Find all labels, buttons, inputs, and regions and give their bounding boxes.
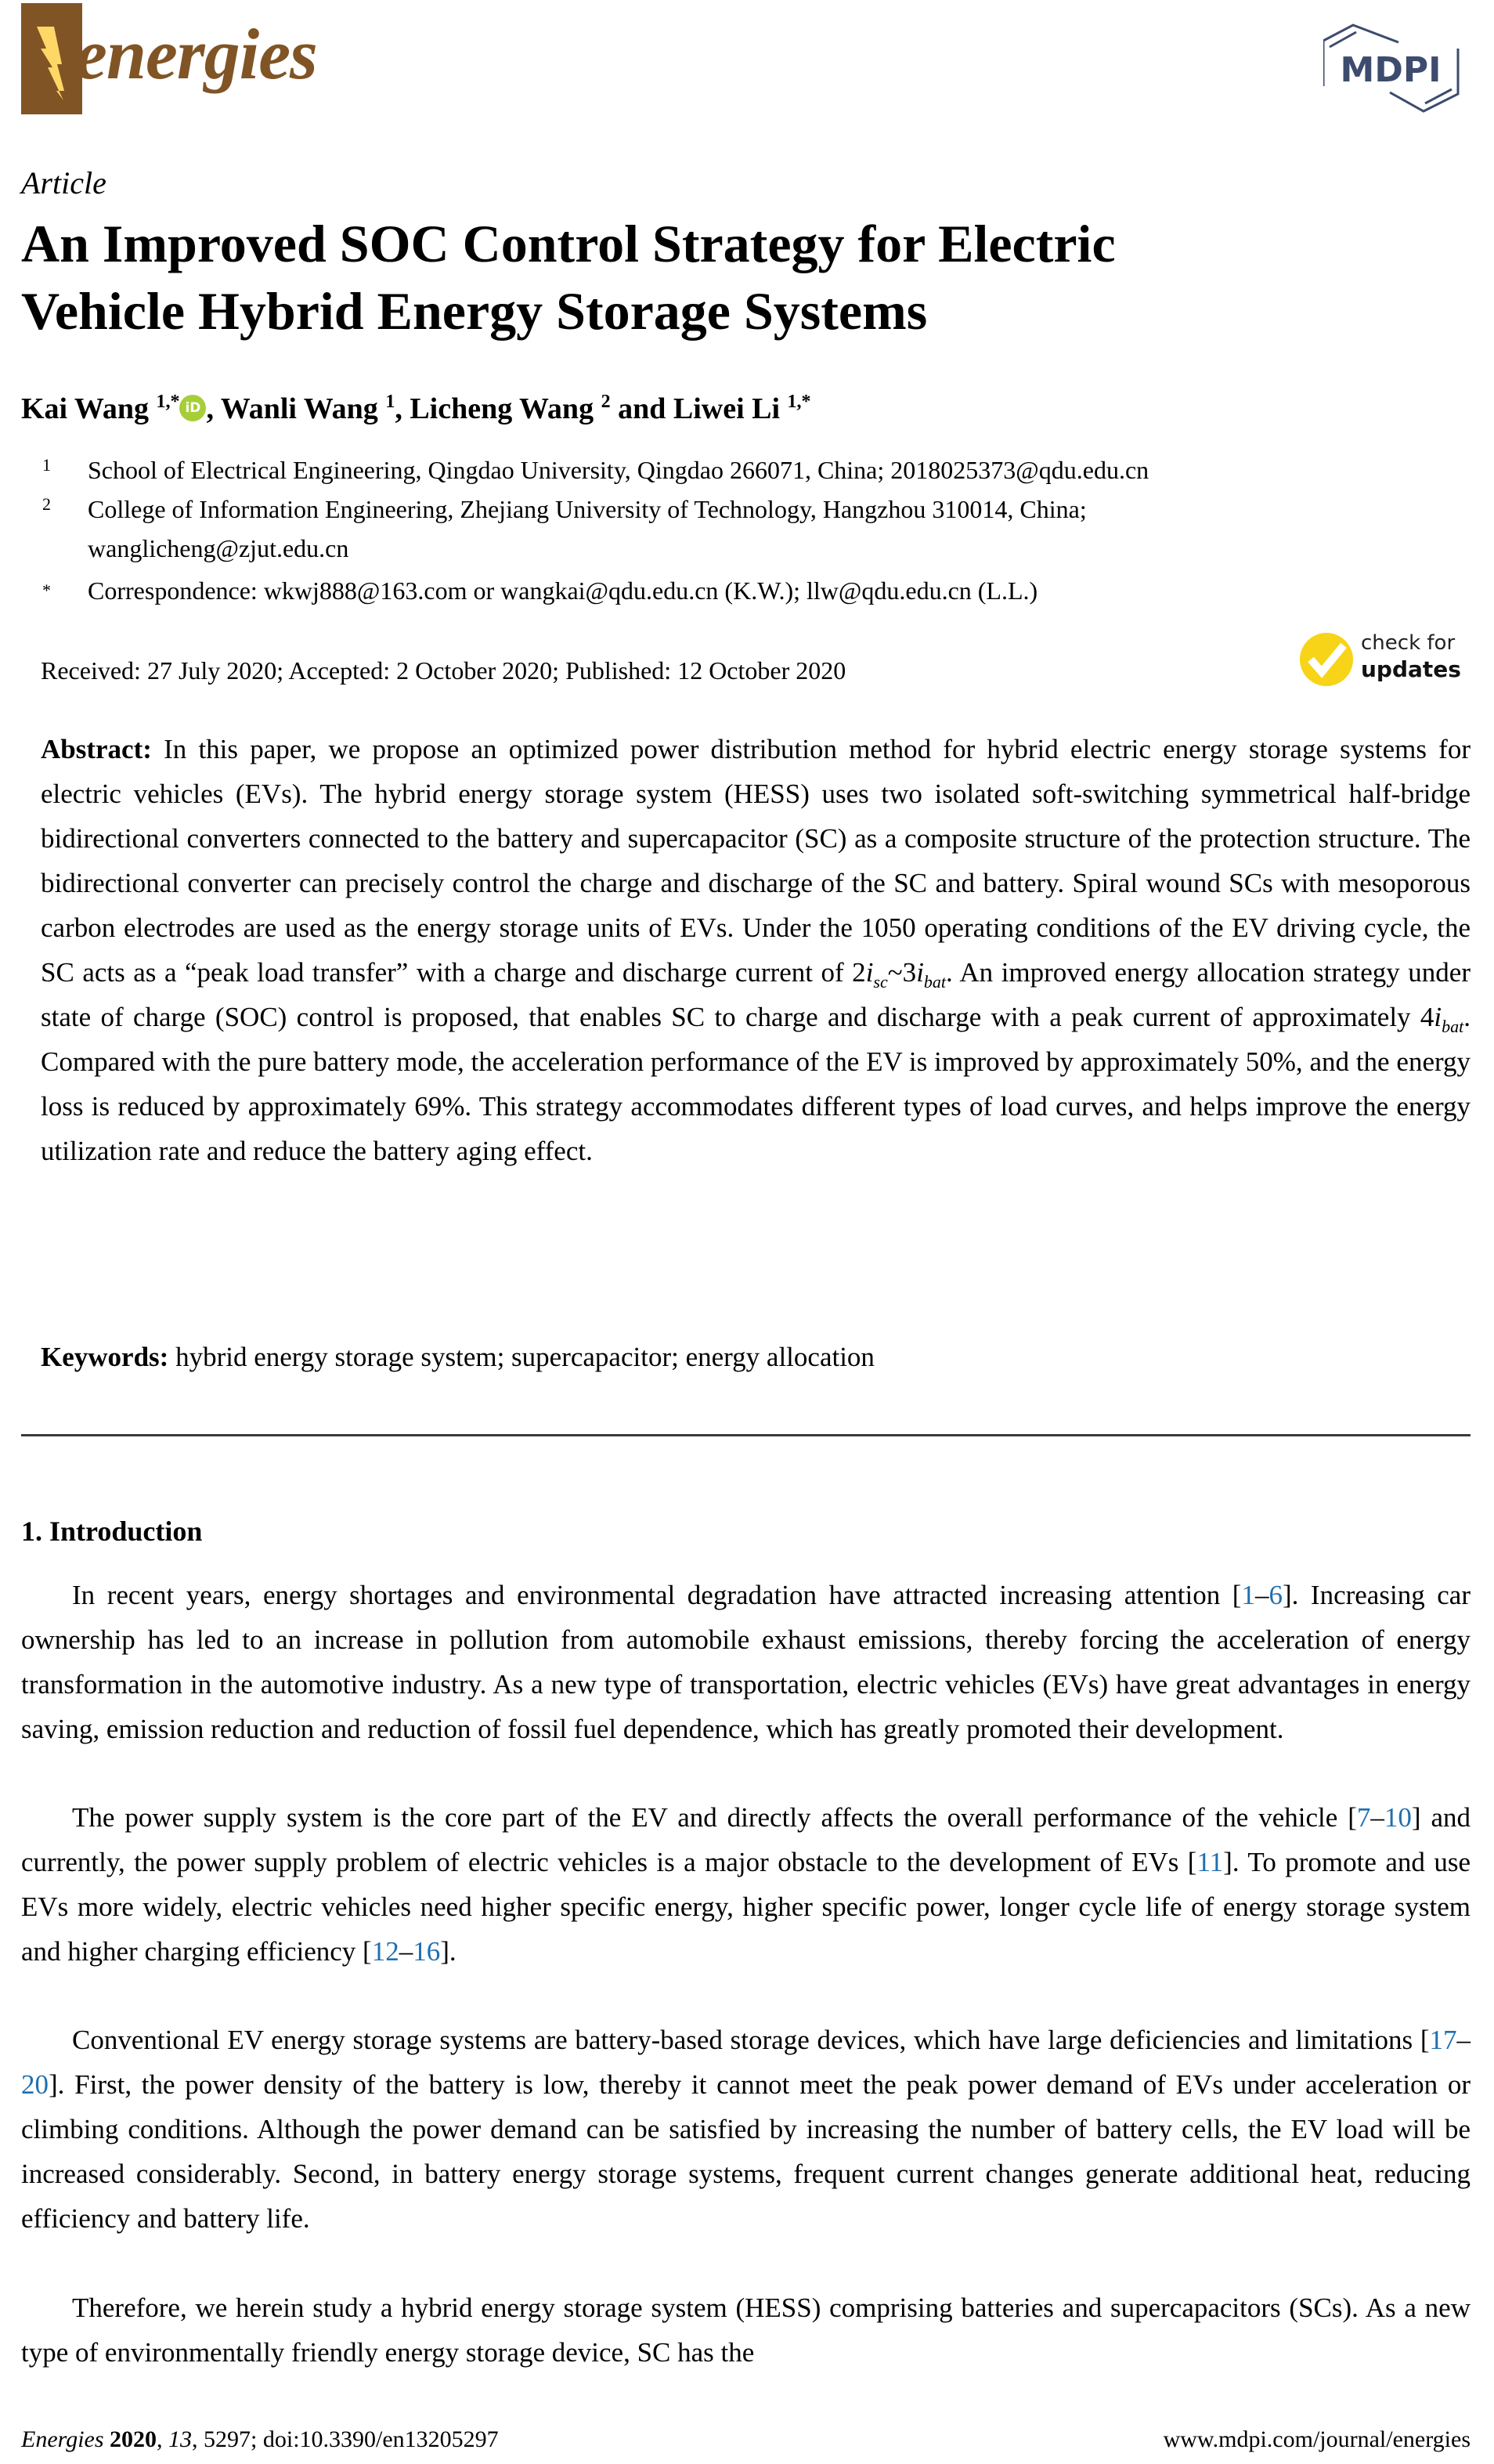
author-affiliation-mark: 1,* [787, 392, 811, 412]
mdpi-logo [1323, 22, 1464, 114]
citation-link[interactable]: 17 [1429, 2025, 1457, 2055]
citation-dash: – [1456, 2025, 1471, 2055]
citation-link[interactable]: 7 [1356, 1802, 1371, 1833]
mdpi-logo-text: MDPI [1340, 50, 1442, 90]
paragraph-text: ]. Increasing car ownership has led to an increase in pollution from automobile exhaust emissions, thereby forcing the acceleration of energy transformation in the automotive industry. As a new type of transportation, electric vehicles (EVs) have great advantages in energy saving, emission reduction and reduction of fossil fuel dependence, which has greatly promoted their development. [21, 1580, 1471, 1744]
correspondence-mark: * [42, 580, 51, 600]
author-name[interactable]: Wanli Wang [220, 392, 378, 425]
paragraph-text: ] and currently, the power supply problem of electric vehicles is a major obstacle to the development of EVs [ [21, 1802, 1471, 1877]
author-separator: and [610, 392, 673, 425]
footer-doi[interactable]: , 5297; doi:10.3390/en13205297 [192, 2426, 499, 2452]
paragraph-text: In recent years, energy shortages and environmental degradation have attracted increasing attention [ [72, 1580, 1242, 1610]
paragraph-text: ]. To promote and use EVs more widely, electric vehicles need higher specific energy, higher specific power, longer cycle life of energy storage system and higher charging efficiency [ [21, 1847, 1471, 1967]
author-name[interactable]: Kai Wang [21, 392, 149, 425]
citation-dash: – [1370, 1802, 1384, 1833]
affiliation-mark: 1 [42, 455, 51, 475]
math-sub: bat [1442, 1017, 1464, 1036]
citation-link[interactable]: 10 [1384, 1802, 1412, 1833]
affiliation-text[interactable]: wanglicheng@zjut.edu.cn [88, 534, 349, 562]
paragraph-text: The power supply system is the core part of the EV and directly affects the overall performance of the vehicle [ [72, 1802, 1357, 1833]
section-divider [21, 1434, 1471, 1436]
affiliation-mark: 2 [42, 494, 51, 514]
citation-dash: – [399, 1936, 413, 1967]
author-affiliation-mark: 1,* [156, 392, 180, 412]
checkmark-icon [1300, 633, 1353, 686]
author-separator: , [395, 392, 410, 425]
abstract-text: . An improved energy allocation strategy under state of charge (SOC) control is proposed, that enables SC to charge and discharge with a peak current of approximately 4 [41, 957, 1471, 1032]
article-type: Article [21, 165, 106, 201]
title-line-2: Vehicle Hybrid Energy Storage Systems [21, 281, 928, 341]
footer-journal: Energies [21, 2426, 104, 2452]
abstract-text: . Compared with the pure battery mode, the acceleration performance of the EV is improved by approximately 50%, and the energy loss is reduced by approximately 69%. This strategy accommodates different types of load curves, and helps improve the energy utilization rate and reduce the battery aging effect. [41, 1002, 1471, 1166]
author-affiliation-mark: 1 [385, 392, 395, 412]
paragraph-text: Conventional EV energy storage systems are battery-based storage devices, which have large deficiencies and limitations [ [72, 2025, 1430, 2055]
paragraph [21, 2285, 1471, 2375]
author-separator: , [206, 392, 221, 425]
affiliation-text: School of Electrical Engineering, Qingdao University, Qingdao 266071, China; 2018025373@qdu.edu.cn [88, 456, 1149, 484]
journal-logo [21, 3, 82, 114]
keywords [41, 1335, 1471, 1379]
citation-link[interactable]: 12 [371, 1936, 399, 1967]
check-for-updates-button[interactable] [1300, 628, 1464, 691]
author-name[interactable]: Liwei Li [673, 392, 781, 425]
citation-link[interactable]: 11 [1196, 1847, 1224, 1877]
footer-journal-url[interactable]: www.mdpi.com/journal/energies [1163, 2426, 1471, 2452]
citation-dash: – [1254, 1580, 1269, 1610]
abstract-text: In this paper, we propose an optimized power distribution method for hybrid electric energy storage systems for electric vehicles (EVs). The hybrid energy storage system (HESS) uses two isolated soft-switching symmetrical half-bridge bidirectional converters connected to the battery and supercapacitor (SC) as a composite structure of the protection structure. The bidirectional converter can precisely control the charge and discharge of the SC and battery. Spiral wound SCs with mesoporous carbon electrodes are used as the energy storage units of EVs. Under the 1050 operating conditions of the EV driving cycle, the SC acts as a “peak load transfer” with a charge and discharge current of 2 [41, 734, 1471, 988]
section-heading: 1. Introduction [21, 1516, 203, 1547]
footer-year: 2020 [110, 2426, 157, 2452]
abstract-label: Abstract: [41, 734, 152, 764]
author-name[interactable]: Licheng Wang [410, 392, 594, 425]
keywords-label: Keywords: [41, 1342, 169, 1372]
correspondence-text: Correspondence: wkwj888@163.com or wangkai@qdu.edu.cn (K.W.); llw@qdu.edu.cn (L.L.) [88, 576, 1038, 605]
footer-citation [21, 2426, 499, 2453]
paragraph-text: Therefore, we herein study a hybrid energy storage system (HESS) comprising batteries and supercapacitors (SCs). As a new type of environmentally friendly energy storage device, SC has the [21, 2292, 1471, 2368]
math-var: i [1434, 1002, 1442, 1032]
lightning-bolt-icon [21, 3, 82, 114]
article-title [21, 210, 1352, 345]
paragraph [21, 1573, 1471, 1751]
paragraph-text: ]. First, the power density of the battery is low, thereby it cannot meet the peak power demand of EVs under acceleration or climbing conditions. Although the power demand can be satisfied by increasing the number of battery cells, the EV load will be increased considerably. Second, in battery energy storage systems, frequent current changes generate additional heat, reducing efficiency and battery life. [21, 2069, 1471, 2234]
orcid-icon[interactable]: iD [179, 395, 206, 421]
journal-name: energies [75, 14, 317, 94]
math-sub: bat [923, 972, 947, 992]
title-line-1: An Improved SOC Control Strategy for Electric [21, 214, 1116, 273]
paragraph-text: ]. [440, 1936, 456, 1967]
author-list [21, 392, 811, 426]
abstract [41, 727, 1471, 1173]
keywords-text: hybrid energy storage system; supercapacitor; energy allocation [168, 1342, 875, 1372]
affiliation-text: College of Information Engineering, Zhejiang University of Technology, Hangzhou 310014, China; [88, 495, 1087, 523]
math-var: i [916, 957, 924, 988]
citation-link[interactable]: 20 [21, 2069, 49, 2100]
citation-link[interactable]: 6 [1268, 1580, 1283, 1610]
paragraph [21, 2018, 1471, 2241]
abstract-text: ~3 [887, 957, 917, 988]
footer-volume: 13 [168, 2426, 193, 2452]
citation-link[interactable]: 16 [413, 1936, 441, 1967]
check-for-label: check for [1361, 631, 1456, 655]
updates-label: updates [1361, 656, 1461, 682]
paragraph [21, 1795, 1471, 1974]
footer-text: , [157, 2426, 169, 2452]
citation-link[interactable]: 1 [1241, 1580, 1255, 1610]
math-sub: sc [873, 972, 888, 992]
author-affiliation-mark: 2 [601, 392, 611, 412]
math-var: i [865, 957, 874, 988]
publication-dates: Received: 27 July 2020; Accepted: 2 October 2020; Published: 12 October 2020 [41, 656, 846, 685]
